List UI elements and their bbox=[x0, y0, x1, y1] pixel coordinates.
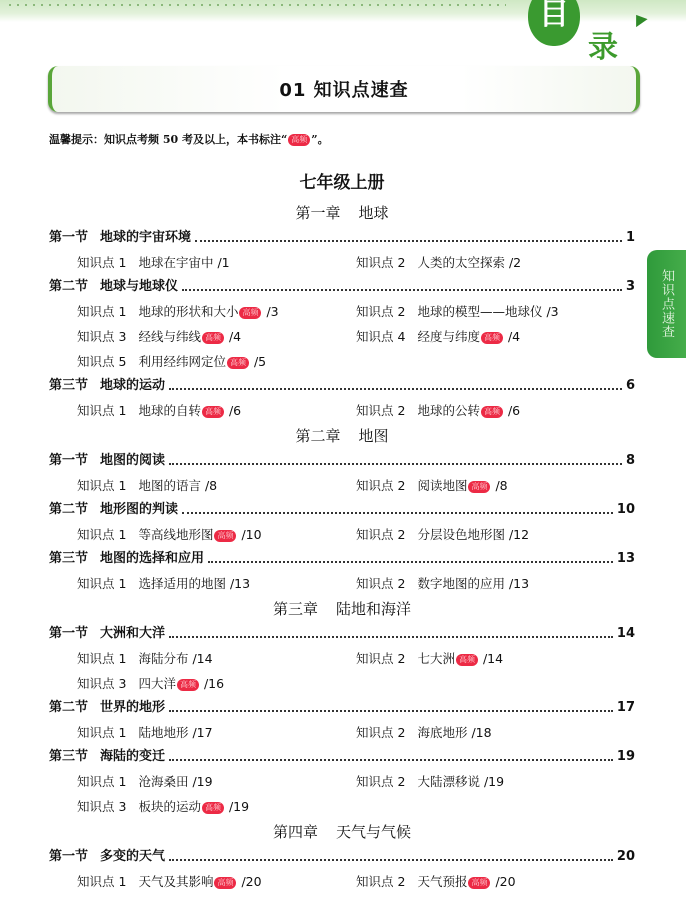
knowledge-point-number: 知识点 1 bbox=[77, 527, 127, 542]
section-number: 第一节 bbox=[49, 626, 89, 641]
knowledge-point-number: 知识点 2 bbox=[356, 725, 406, 740]
knowledge-point-page: /14 bbox=[192, 651, 213, 666]
high-frequency-badge: 高频 bbox=[202, 406, 224, 418]
knowledge-point-number: 知识点 2 bbox=[356, 774, 406, 789]
knowledge-point-row bbox=[49, 522, 635, 547]
chapter-number: 第二章 bbox=[295, 427, 341, 445]
section-link[interactable] bbox=[49, 696, 635, 720]
section-number: 第一节 bbox=[49, 849, 89, 864]
knowledge-point-page: /6 bbox=[228, 403, 242, 418]
knowledge-point-row bbox=[49, 473, 635, 498]
section-page-number: 20 bbox=[616, 849, 635, 864]
knowledge-point-title: 板块的运动 bbox=[138, 799, 201, 814]
knowledge-point-number: 知识点 2 bbox=[356, 255, 406, 270]
dot-leader bbox=[169, 859, 613, 861]
knowledge-point-row bbox=[49, 869, 635, 894]
section-number: 第三节 bbox=[49, 378, 89, 393]
tip-suffix: ”。 bbox=[311, 133, 329, 146]
section-link[interactable] bbox=[49, 226, 635, 250]
high-frequency-badge: 高频 bbox=[227, 357, 249, 369]
dot-leader bbox=[169, 759, 613, 761]
knowledge-point-number: 知识点 1 bbox=[77, 651, 127, 666]
knowledge-point-item[interactable] bbox=[356, 720, 635, 745]
section-page-number: 8 bbox=[625, 453, 635, 468]
section-number: 第二节 bbox=[49, 700, 89, 715]
knowledge-point-row bbox=[49, 794, 635, 819]
knowledge-point-row bbox=[49, 671, 635, 696]
knowledge-point-item[interactable] bbox=[77, 646, 356, 671]
knowledge-point-title: 阅读地图 bbox=[417, 478, 468, 493]
knowledge-point-item[interactable] bbox=[356, 324, 635, 349]
knowledge-point-page: /20 bbox=[495, 874, 516, 889]
knowledge-point-row bbox=[49, 324, 635, 349]
section-title: 世界的地形 bbox=[100, 700, 166, 715]
section-number: 第二节 bbox=[49, 502, 89, 517]
chapter-heading bbox=[49, 200, 635, 226]
knowledge-point-item[interactable] bbox=[77, 349, 367, 374]
knowledge-point-page: /12 bbox=[508, 527, 530, 542]
knowledge-point-item[interactable] bbox=[77, 299, 356, 324]
knowledge-point-page: /19 bbox=[483, 774, 505, 789]
dot-leader bbox=[208, 561, 613, 563]
section-link[interactable] bbox=[49, 275, 635, 299]
section-number: 第三节 bbox=[49, 749, 89, 764]
section-number: 第三节 bbox=[49, 551, 89, 566]
section-title: 多变的天气 bbox=[100, 849, 166, 864]
chapter-number: 第四章 bbox=[272, 823, 318, 841]
tip-note bbox=[49, 131, 329, 147]
knowledge-point-page: /13 bbox=[508, 576, 530, 591]
section-title: 地球与地球仪 bbox=[100, 279, 179, 294]
knowledge-point-item[interactable] bbox=[77, 769, 356, 794]
knowledge-point-number: 知识点 1 bbox=[77, 304, 127, 319]
side-tab-knowledge-check[interactable]: 知识点速查 bbox=[647, 250, 686, 358]
knowledge-point-title: 地图的语言 bbox=[138, 478, 201, 493]
dot-leader bbox=[182, 289, 622, 291]
knowledge-point-item[interactable] bbox=[356, 646, 635, 671]
knowledge-point-title: 天气预报 bbox=[417, 874, 468, 889]
dot-leader bbox=[169, 636, 613, 638]
section-link[interactable] bbox=[49, 622, 635, 646]
knowledge-point-item[interactable] bbox=[356, 473, 635, 498]
knowledge-point-title: 海底地形 bbox=[417, 725, 468, 740]
knowledge-point-page: /18 bbox=[471, 725, 492, 740]
knowledge-point-title: 利用经纬网定位 bbox=[138, 354, 226, 369]
knowledge-point-number: 知识点 2 bbox=[356, 478, 406, 493]
section-title: 地球的运动 bbox=[100, 378, 166, 393]
knowledge-point-title: 沧海桑田 bbox=[138, 774, 189, 789]
knowledge-point-item[interactable] bbox=[356, 769, 635, 794]
knowledge-point-page: /19 bbox=[228, 799, 250, 814]
knowledge-point-number: 知识点 3 bbox=[77, 329, 127, 344]
knowledge-point-page: /13 bbox=[229, 576, 251, 591]
knowledge-point-row bbox=[49, 250, 635, 275]
knowledge-point-page: /6 bbox=[507, 403, 521, 418]
knowledge-point-title: 地球的模型——地球仪 bbox=[417, 304, 543, 319]
high-frequency-badge: 高频 bbox=[288, 134, 310, 146]
knowledge-point-item[interactable] bbox=[77, 720, 356, 745]
section-page-number: 6 bbox=[625, 378, 635, 393]
section-number: 第一节 bbox=[49, 453, 89, 468]
knowledge-point-page: /5 bbox=[253, 354, 267, 369]
knowledge-point-title: 数字地图的应用 bbox=[417, 576, 505, 591]
knowledge-point-title: 陆地地形 bbox=[138, 725, 189, 740]
knowledge-point-page: /17 bbox=[192, 725, 213, 740]
knowledge-point-page: /10 bbox=[241, 527, 262, 542]
section-page-number: 3 bbox=[625, 279, 635, 294]
high-frequency-badge: 高频 bbox=[456, 654, 478, 666]
knowledge-point-item[interactable] bbox=[356, 250, 635, 275]
knowledge-point-item[interactable] bbox=[77, 398, 356, 423]
knowledge-point-page: /3 bbox=[546, 304, 559, 319]
knowledge-point-item[interactable] bbox=[77, 671, 367, 696]
knowledge-point-page: /1 bbox=[217, 255, 230, 270]
knowledge-point-number: 知识点 1 bbox=[77, 874, 127, 889]
high-frequency-badge: 高频 bbox=[202, 802, 224, 814]
knowledge-point-item[interactable] bbox=[356, 299, 635, 324]
section-link[interactable] bbox=[49, 745, 635, 769]
knowledge-point-page: /3 bbox=[266, 304, 279, 319]
chapter-heading bbox=[49, 423, 635, 449]
chapter-heading bbox=[49, 596, 635, 622]
knowledge-point-number: 知识点 2 bbox=[356, 304, 406, 319]
volume-title: 七年级上册 bbox=[299, 173, 385, 193]
knowledge-point-page: /8 bbox=[204, 478, 218, 493]
high-frequency-badge: 高频 bbox=[239, 307, 261, 319]
section-title: 地图的选择和应用 bbox=[100, 551, 205, 566]
knowledge-point-number: 知识点 4 bbox=[356, 329, 406, 344]
section-number: 第二节 bbox=[49, 279, 89, 294]
knowledge-point-item[interactable] bbox=[356, 398, 635, 423]
dot-leader bbox=[169, 463, 622, 465]
knowledge-point-row bbox=[49, 720, 635, 745]
knowledge-point-number: 知识点 3 bbox=[77, 799, 127, 814]
high-frequency-badge: 高频 bbox=[468, 481, 490, 493]
section-title: 大洲和大洋 bbox=[100, 626, 166, 641]
knowledge-point-page: /19 bbox=[192, 774, 213, 789]
dot-leader bbox=[169, 710, 613, 712]
section-page-number: 1 bbox=[625, 230, 635, 245]
knowledge-point-item[interactable] bbox=[77, 522, 356, 547]
tip-text: 温馨提示：知识点考频 50 考及以上，本书标注“ bbox=[49, 133, 288, 146]
knowledge-point-title: 分层设色地形图 bbox=[417, 527, 505, 542]
knowledge-point-item[interactable] bbox=[77, 571, 356, 596]
high-frequency-badge: 高频 bbox=[468, 877, 490, 889]
knowledge-point-title: 地球的公转 bbox=[417, 403, 480, 418]
section-title: 地形图的判读 bbox=[100, 502, 179, 517]
contents-char-lu: 录 bbox=[588, 30, 618, 65]
high-frequency-badge: 高频 bbox=[214, 877, 236, 889]
section-title: 海陆的变迁 bbox=[100, 749, 166, 764]
arrow-icon bbox=[630, 11, 647, 27]
knowledge-point-number: 知识点 5 bbox=[77, 354, 127, 369]
section-page-number: 14 bbox=[616, 626, 635, 641]
knowledge-point-row bbox=[49, 646, 635, 671]
section-link[interactable] bbox=[49, 498, 635, 522]
knowledge-point-number: 知识点 1 bbox=[77, 774, 127, 789]
knowledge-point-number: 知识点 3 bbox=[77, 676, 127, 691]
knowledge-point-item[interactable] bbox=[356, 522, 635, 547]
knowledge-point-title: 天气及其影响 bbox=[138, 874, 214, 889]
knowledge-point-number: 知识点 2 bbox=[356, 527, 406, 542]
knowledge-point-item[interactable] bbox=[77, 473, 356, 498]
high-frequency-badge: 高频 bbox=[202, 332, 224, 344]
knowledge-point-page: /8 bbox=[495, 478, 508, 493]
chapter-heading bbox=[49, 819, 635, 845]
section-page-number: 17 bbox=[616, 700, 635, 715]
dotted-decoration bbox=[6, 4, 506, 6]
section-link[interactable] bbox=[49, 547, 635, 571]
knowledge-point-number: 知识点 2 bbox=[356, 576, 406, 591]
knowledge-point-number: 知识点 2 bbox=[356, 403, 406, 418]
knowledge-point-title: 大陆漂移说 bbox=[417, 774, 480, 789]
knowledge-point-page: /14 bbox=[482, 651, 504, 666]
contents-char-mu: 目 bbox=[528, 0, 580, 46]
section-link[interactable] bbox=[49, 449, 635, 473]
knowledge-point-number: 知识点 2 bbox=[356, 651, 406, 666]
knowledge-point-page: /16 bbox=[203, 676, 225, 691]
knowledge-point-page: /2 bbox=[508, 255, 522, 270]
section-link[interactable] bbox=[49, 845, 635, 869]
knowledge-point-title: 人类的太空探索 bbox=[417, 255, 505, 270]
knowledge-point-title: 地球的自转 bbox=[138, 403, 201, 418]
knowledge-point-row bbox=[49, 299, 635, 324]
chapter-title: 地图 bbox=[358, 427, 389, 445]
dot-leader bbox=[195, 240, 622, 242]
knowledge-point-row bbox=[49, 349, 635, 374]
knowledge-point-number: 知识点 2 bbox=[356, 874, 406, 889]
section-title: 地图的阅读 bbox=[100, 453, 166, 468]
knowledge-point-item[interactable] bbox=[77, 250, 356, 275]
knowledge-point-item[interactable] bbox=[356, 869, 635, 894]
knowledge-point-row bbox=[49, 398, 635, 423]
knowledge-point-title: 地球的形状和大小 bbox=[138, 304, 239, 319]
high-frequency-badge: 高频 bbox=[214, 530, 236, 542]
knowledge-point-title: 地球在宇宙中 bbox=[138, 255, 214, 270]
knowledge-point-page: /4 bbox=[507, 329, 521, 344]
dot-leader bbox=[182, 512, 613, 514]
knowledge-point-item[interactable] bbox=[77, 869, 356, 894]
knowledge-point-title: 等高线地形图 bbox=[138, 527, 214, 542]
knowledge-point-number: 知识点 1 bbox=[77, 403, 127, 418]
high-frequency-badge: 高频 bbox=[481, 406, 503, 418]
knowledge-point-number: 知识点 1 bbox=[77, 576, 127, 591]
knowledge-point-page: /20 bbox=[241, 874, 262, 889]
chapter-number: 第三章 bbox=[272, 600, 318, 618]
knowledge-point-item[interactable] bbox=[77, 794, 367, 819]
knowledge-point-number: 知识点 1 bbox=[77, 255, 127, 270]
chapter-title: 地球 bbox=[358, 204, 389, 222]
knowledge-point-title: 海陆分布 bbox=[138, 651, 189, 666]
knowledge-point-number: 知识点 1 bbox=[77, 478, 127, 493]
knowledge-point-row bbox=[49, 571, 635, 596]
knowledge-point-title: 经度与纬度 bbox=[417, 329, 480, 344]
knowledge-point-title: 选择适用的地图 bbox=[138, 576, 226, 591]
table-of-contents bbox=[49, 168, 635, 894]
page-title: 01 知识点速查 bbox=[279, 80, 409, 101]
section-page-number: 13 bbox=[616, 551, 635, 566]
knowledge-point-number: 知识点 1 bbox=[77, 725, 127, 740]
knowledge-point-title: 七大洲 bbox=[417, 651, 455, 666]
section-title: 地球的宇宙环境 bbox=[100, 230, 192, 245]
knowledge-point-page: /4 bbox=[228, 329, 242, 344]
chapter-title: 天气与气候 bbox=[336, 823, 412, 841]
knowledge-point-item[interactable] bbox=[356, 571, 635, 596]
chapter-number: 第一章 bbox=[295, 204, 341, 222]
section-page-number: 19 bbox=[616, 749, 635, 764]
high-frequency-badge: 高频 bbox=[481, 332, 503, 344]
knowledge-point-row bbox=[49, 769, 635, 794]
knowledge-point-title: 四大洋 bbox=[138, 676, 176, 691]
chapter-title: 陆地和海洋 bbox=[336, 600, 412, 618]
knowledge-point-title: 经线与纬线 bbox=[138, 329, 201, 344]
section-title-banner bbox=[48, 66, 640, 112]
section-number: 第一节 bbox=[49, 230, 89, 245]
section-link[interactable] bbox=[49, 374, 635, 398]
section-page-number: 10 bbox=[616, 502, 635, 517]
knowledge-point-item[interactable] bbox=[77, 324, 356, 349]
dot-leader bbox=[169, 388, 622, 390]
high-frequency-badge: 高频 bbox=[177, 679, 199, 691]
